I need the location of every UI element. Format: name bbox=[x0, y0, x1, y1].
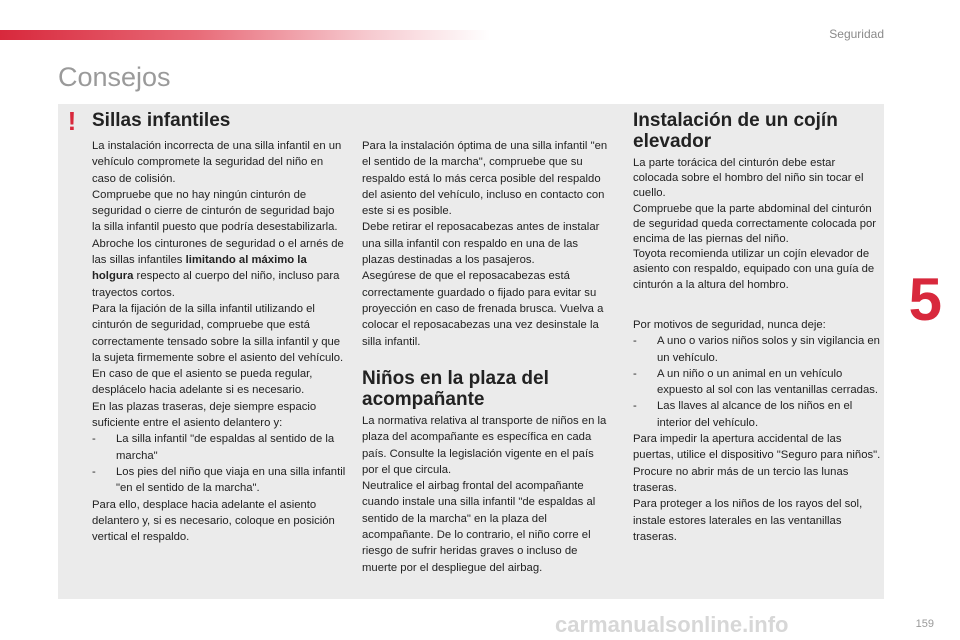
paragraph: Debe retirar el reposacabezas antes de instalar una silla infantil con respaldo en una de las plazas destinadas a los pasajeros. bbox=[362, 221, 600, 267]
paragraph: Neutralice el airbag frontal del acompañante cuando instale una silla infantil "de espaldas al sentido de la marcha" en la plaza del acompañante. De lo contrario, el niño corre el riesgo de sufrir heridas graves o incluso de muerte por el despliegue del airbag. bbox=[362, 480, 596, 574]
column-sillas-1 bbox=[92, 138, 346, 545]
column-ninos bbox=[362, 413, 612, 576]
dash-marker: - bbox=[92, 465, 96, 478]
list-item bbox=[633, 333, 883, 366]
bold-text-run: limitando al máximo la holgura bbox=[92, 254, 307, 283]
paragraph: La instalación incorrecta de una silla infantil en un vehículo compromete la seguridad del niño en caso de colisión. bbox=[92, 140, 342, 185]
paragraph: Procure no abrir más de un tercio las lunas traseras. bbox=[633, 465, 849, 494]
list-item-text: A un niño o un animal en un vehículo expuesto al sol con las ventanillas cerradas. bbox=[657, 367, 879, 397]
list-item-text: Las llaves al alcance de los niños en el interior del vehículo. bbox=[657, 400, 853, 429]
page-number: 159 bbox=[915, 618, 934, 630]
exclamation-icon: ! bbox=[67, 106, 77, 136]
column-motivos-seguridad bbox=[633, 317, 883, 545]
dash-marker: - bbox=[92, 433, 96, 446]
paragraph: Compruebe que la parte abdominal del cinturón de seguridad queda correctamente colocada por encima de las piernas del niño. bbox=[633, 202, 877, 246]
section-name: Seguridad bbox=[829, 27, 884, 41]
paragraph: Toyota recomienda utilizar un cojín elevador de asiento con respaldo, equipado con una guía de cinturón a la altura del hombro. bbox=[633, 248, 875, 291]
header-accent-bar bbox=[0, 30, 490, 40]
paragraph: La normativa relativa al transporte de niños en la plaza del acompañante es específica en cada país. Consulte la legislación vigente en el país por el que circula. bbox=[362, 415, 607, 476]
paragraph: Para proteger a los niños de los rayos del sol, instale estores laterales en las ventanillas traseras. bbox=[633, 498, 863, 543]
paragraph: La parte torácica del cinturón debe estar colocada sobre el hombro del niño sin tocar el cuello. bbox=[633, 157, 864, 200]
column-cojin bbox=[633, 156, 883, 293]
paragraph: Por motivos de seguridad, nunca deje: bbox=[633, 319, 826, 331]
paragraph: Compruebe que no hay ningún cinturón de seguridad o cierre de cinturón de seguridad bajo la silla infantil puesto que podría desestabilizarla. bbox=[92, 188, 338, 234]
list-item-text: A uno o varios niños solos y sin vigilancia en un vehículo. bbox=[657, 335, 880, 364]
heading-cojin-elevador: Instalación de un cojín elevador bbox=[633, 110, 838, 152]
paragraph: Para ello, desplace hacia adelante el asiento delantero y, si es necesario, coloque en posición vertical el respaldo. bbox=[92, 498, 335, 544]
chapter-number: 5 bbox=[908, 266, 942, 333]
list-item-text: La silla infantil "de espaldas al sentido de la marcha" bbox=[116, 433, 335, 462]
list-item bbox=[92, 464, 346, 497]
paragraph: Para la fijación de la silla infantil utilizando el cinturón de seguridad, compruebe que está correctamente tensado sobre la silla infantil y que la sujeta firmemente sobre el asiento del vehículo. En caso de que el asiento se pueda regular, desplácelo hacia adelante si es necesario. bbox=[92, 302, 344, 397]
paragraph bbox=[92, 236, 346, 301]
text-run: respecto al cuerpo del niño, incluso para trayectos cortos. bbox=[92, 270, 340, 299]
list-item bbox=[633, 398, 883, 431]
watermark: carmanualsonline.info bbox=[555, 612, 789, 637]
paragraph: Asegúrese de que el reposacabezas está correctamente guardado o fijado para evitar su proyección en caso de frenada brusca. Vuelva a colocar el reposacabezas una vez desinstale la silla infantil. bbox=[362, 270, 604, 348]
heading-ninos-plaza-acompanante: Niños en la plaza del acompañante bbox=[362, 368, 549, 410]
list-item bbox=[633, 366, 883, 399]
list-item bbox=[92, 431, 346, 464]
dash-marker: - bbox=[633, 400, 637, 413]
page-title: Consejos bbox=[58, 62, 171, 92]
text-run: Abroche los cinturones de seguridad o el arnés de las sillas infantiles bbox=[92, 237, 344, 267]
column-sillas-2 bbox=[362, 138, 612, 350]
paragraph: Para impedir la apertura accidental de las puertas, utilice el dispositivo "Seguro para niños". bbox=[633, 433, 881, 462]
paragraph: En las plazas traseras, deje siempre espacio suficiente entre el asiento delantero y: bbox=[92, 400, 317, 430]
list-item-text: Los pies del niño que viaja en una silla infantil "en el sentido de la marcha". bbox=[116, 465, 346, 495]
heading-sillas-infantiles: Sillas infantiles bbox=[92, 110, 231, 131]
dash-marker: - bbox=[633, 335, 637, 348]
dash-marker: - bbox=[633, 367, 637, 380]
paragraph: Para la instalación óptima de una silla infantil "en el sentido de la marcha", compruebe que su respaldo está lo más cerca posible del respaldo del asiento del vehículo, incluso en contacto con este si es posible. bbox=[362, 140, 608, 218]
